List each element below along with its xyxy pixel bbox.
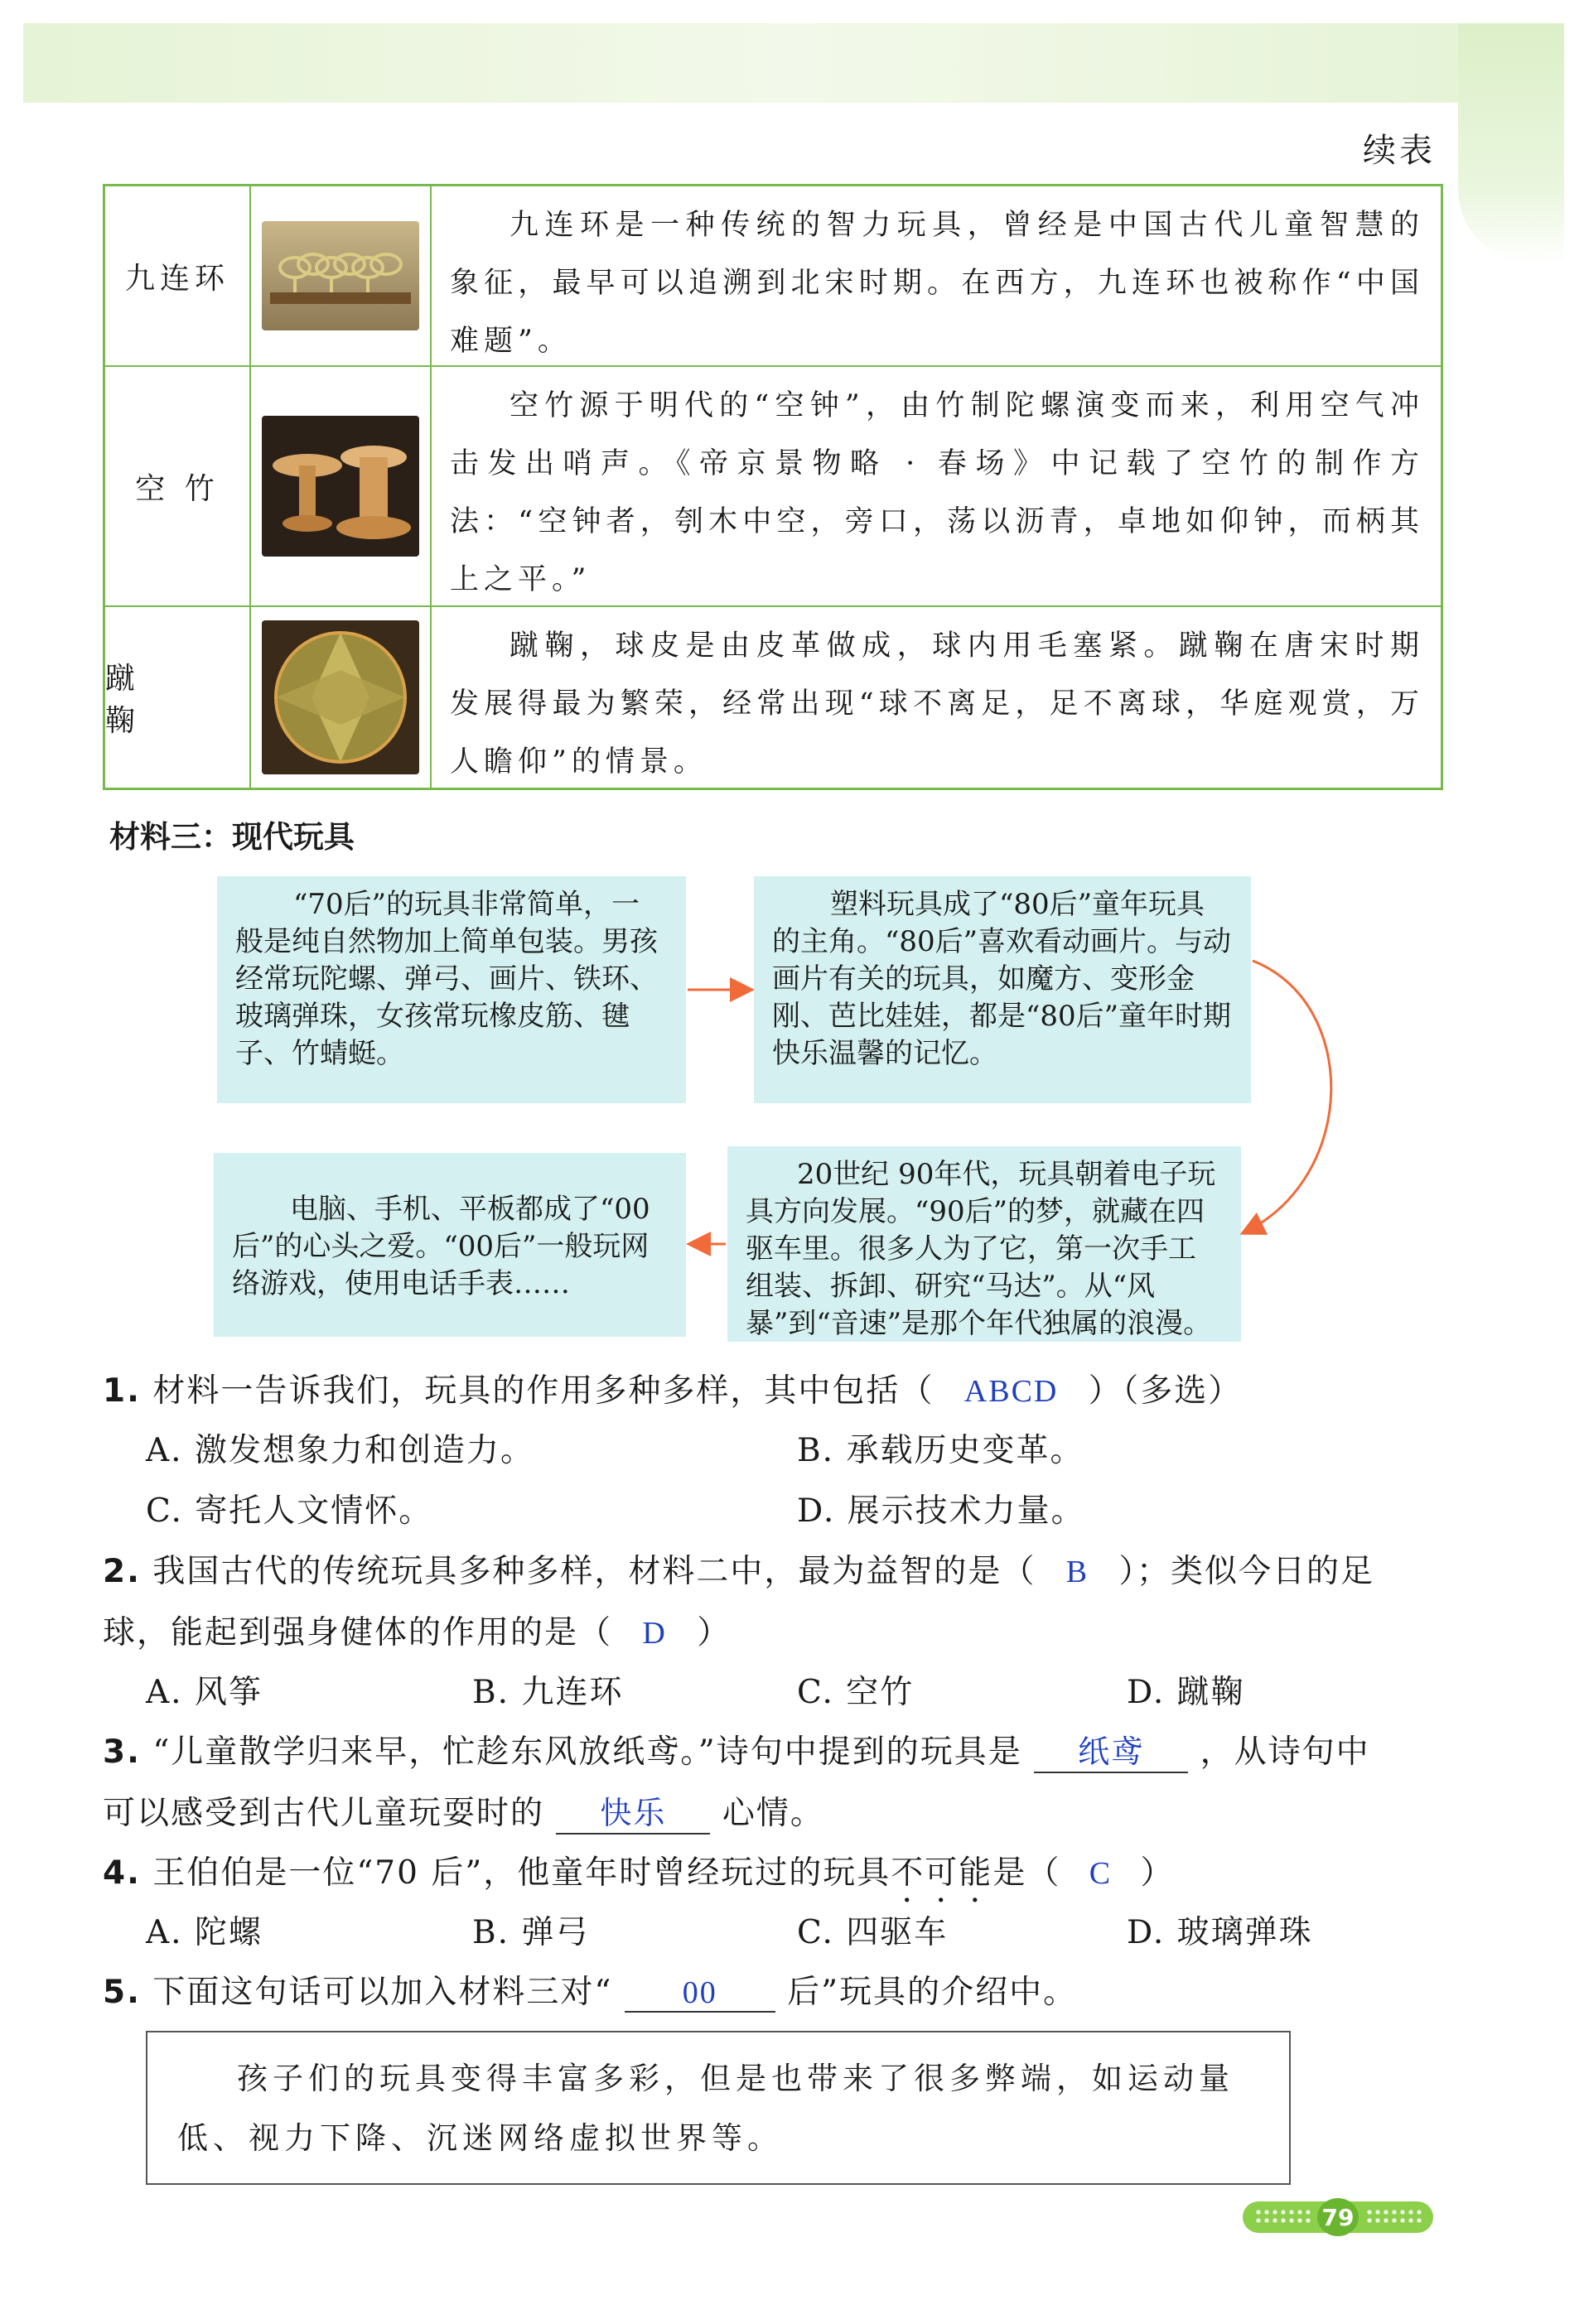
option-a: A. 风筝 [146, 1674, 263, 1711]
question-3: 3. “儿童散学归来早，忙趁东风放纸鸢。”诗句中提到的玩具是 纸鸢 ，从诗句中 [103, 1726, 1370, 1773]
box-00s: 电脑、手机、平板都成了“00后”的心头之爱。“00后”一般玩网络游戏，使用电话手表…… [214, 1153, 686, 1337]
option-c: C. 四驱车 [797, 1914, 949, 1951]
arrow-80-90 [1244, 961, 1331, 1232]
section-title: 材料三：现代玩具 [109, 819, 355, 855]
option-d: D. 玻璃弹珠 [1127, 1914, 1313, 1951]
nine-linked-rings-icon [262, 221, 419, 330]
answer-3b: 快乐 [556, 1787, 710, 1835]
question-1: 1. 材料一告诉我们，玩具的作用多种多样，其中包括（ ABCD ）（多选） [103, 1372, 1243, 1410]
toy-name: 空 竹 [105, 367, 251, 605]
table-row [105, 186, 1441, 367]
answer-4: C [1089, 1856, 1113, 1891]
toy-image-cell [251, 186, 432, 365]
emphasis-char: 可 [925, 1854, 959, 1892]
table-row [105, 607, 1441, 788]
answer-2a: B [1065, 1555, 1089, 1589]
right-decor-band [1458, 23, 1564, 263]
toy-image-cell [251, 607, 432, 788]
option-a: A. 陀螺 [146, 1914, 263, 1951]
option-c: C. 寄托人文情怀。 [146, 1492, 433, 1530]
question-2: 2. 我国古代的传统玩具多种多样，材料二中，最为益智的是（ B ）；类似今日的足 [103, 1553, 1375, 1590]
option-d: D. 展示技术力量。 [797, 1492, 1085, 1530]
answer-1: ABCD [963, 1374, 1059, 1409]
box-70s: “70后”的玩具非常简单，一般是纯自然物加上简单包装。男孩经常玩陀螺、弹弓、画片、铁环、玻璃弹珠，女孩常玩橡皮筋、毽子、竹蜻蜓。 [217, 876, 686, 1103]
answer-5: 00 [625, 1974, 775, 2013]
option-b: B. 九连环 [472, 1674, 624, 1711]
toy-description: 九连环是一种传统的智力玩具，曾经是中国古代儿童智慧的象征，最早可以追溯到北宋时期。在西方，九连环也被称作“中国难题”。 [450, 209, 1424, 358]
continued-label: 续表 [1363, 132, 1436, 170]
emphasis-char: 能 [959, 1854, 993, 1892]
option-c: C. 空竹 [797, 1674, 915, 1711]
question-4: 4. 王伯伯是一位“70 后”，他童年时曾经玩过的玩具不可能是（ C ） [103, 1854, 1175, 1892]
box-80s: 塑料玩具成了“80后”童年玩具的主角。“80后”喜欢看动画片。与动画片有关的玩具，如魔方、变形金刚、芭比娃娃，都是“80后”童年时期快乐温馨的记忆。 [754, 876, 1251, 1103]
diabolo-icon [262, 416, 419, 557]
toy-description: 空竹源于明代的“空钟”，由竹制陀螺演变而来，利用空气冲击发出哨声。《帝京景物略 · 春场》中记载了空竹的制作方法：“空钟者，刳木中空，旁口，荡以沥青，卓地如仰钟，而柄其上之平。” [450, 389, 1424, 596]
table-row [105, 367, 1441, 607]
option-a: A. 激发想象力和创造力。 [146, 1432, 534, 1469]
quote-box: 孩子们的玩具变得丰富多彩，但是也带来了很多弊端，如运动量低、视力下降、沉迷网络虚拟世界等。 [146, 2031, 1291, 2185]
question-3-line2: 可以感受到古代儿童玩耍时的 快乐 心情。 [103, 1787, 824, 1835]
cuju-ball-icon [262, 620, 419, 774]
question-2-line2: 球，能起到强身健体的作用的是（ D ） [103, 1614, 732, 1651]
page-number: 79 [1317, 2198, 1359, 2236]
answer-2b: D [642, 1616, 667, 1651]
answer-3a: 纸鸢 [1034, 1726, 1188, 1773]
toy-name: 蹴 鞠 [105, 607, 251, 788]
option-b: B. 弹弓 [472, 1914, 590, 1951]
option-b: B. 承载历史变革。 [797, 1432, 1084, 1469]
toy-table [103, 184, 1443, 790]
page-number-badge [1243, 2198, 1433, 2236]
top-decor-band [23, 23, 1564, 103]
toy-name: 九连环 [105, 186, 251, 365]
toy-image-cell [251, 367, 432, 605]
option-d: D. 蹴鞠 [1127, 1674, 1245, 1711]
box-90s: 20世纪 90年代，玩具朝着电子玩具方向发展。“90后”的梦，就藏在四驱车里。很多人为了它，第一次手工组装、拆卸、研究“马达”。从“风暴”到“音速”是那个年代独属的浪漫。 [727, 1146, 1241, 1342]
emphasis-char: 不 [891, 1854, 925, 1892]
toy-description: 蹴鞠，球皮是由皮革做成，球内用毛塞紧。蹴鞠在唐宋时期发展得最为繁荣，经常出现“球不离足，足不离球，华庭观赏，万人瞻仰”的情景。 [450, 629, 1424, 779]
question-5: 5. 下面这句话可以加入材料三对“ 00 后”玩具的介绍中。 [103, 1974, 1078, 2011]
